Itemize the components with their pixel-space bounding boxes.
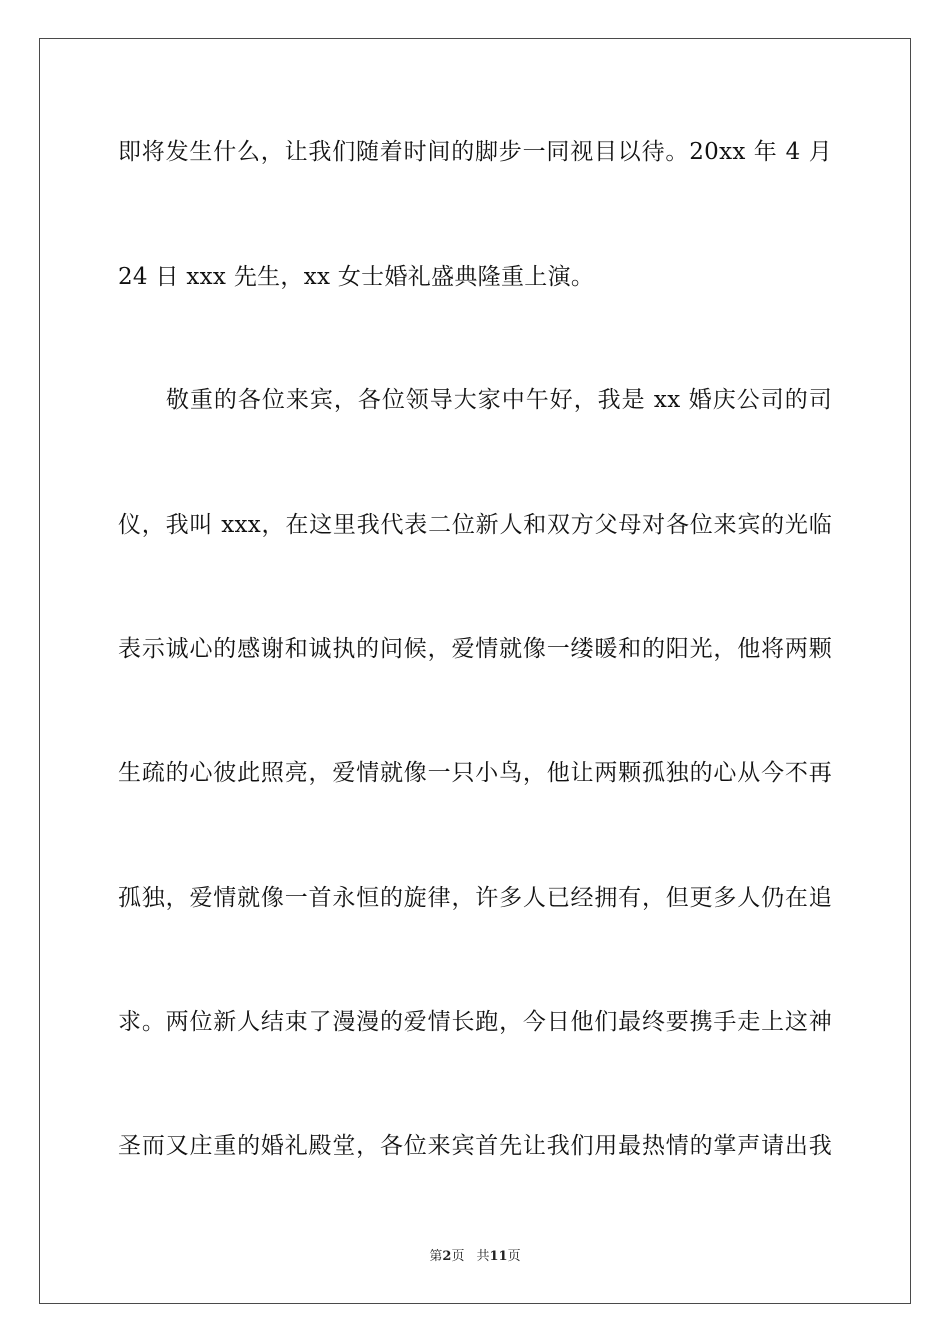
- total-prefix: 共: [476, 1249, 490, 1264]
- total-pages: 11: [489, 1249, 508, 1264]
- paragraph-line: 表示诚心的感谢和诚执的问候，爱情就像一缕暖和的阳光，他将两颗: [118, 636, 832, 662]
- paragraph-line: 仪，我叫 xxx，在这里我代表二位新人和双方父母对各位来宾的光临: [118, 512, 832, 538]
- paragraph-line: 即将发生什么，让我们随着时间的脚步一同视目以待。20xx 年 4 月: [118, 139, 832, 165]
- page-border: [39, 38, 911, 1304]
- paragraph-line: 圣而又庄重的婚礼殿堂，各位来宾首先让我们用最热情的掌声请出我: [118, 1133, 832, 1159]
- paragraph-line: 生疏的心彼此照亮，爱情就像一只小鸟，他让两颗孤独的心从今不再: [118, 760, 832, 786]
- paragraph-line: 求。两位新人结束了漫漫的爱情长跑，今日他们最终要携手走上这神: [118, 1009, 832, 1035]
- total-suffix: 页: [507, 1249, 521, 1264]
- paragraph-line: 敬重的各位来宾，各位领导大家中午好，我是 xx 婚庆公司的司: [118, 387, 832, 413]
- page-footer: [0, 1248, 950, 1266]
- page-prefix: 第: [429, 1249, 443, 1264]
- page-number: 2: [442, 1249, 452, 1264]
- page-suffix: 页: [451, 1249, 465, 1264]
- paragraph-line: 孤独，爱情就像一首永恒的旋律，许多人已经拥有，但更多人仍在追: [118, 885, 832, 911]
- paragraph-line: 24 日 xxx 先生，xx 女士婚礼盛典隆重上演。: [118, 264, 595, 290]
